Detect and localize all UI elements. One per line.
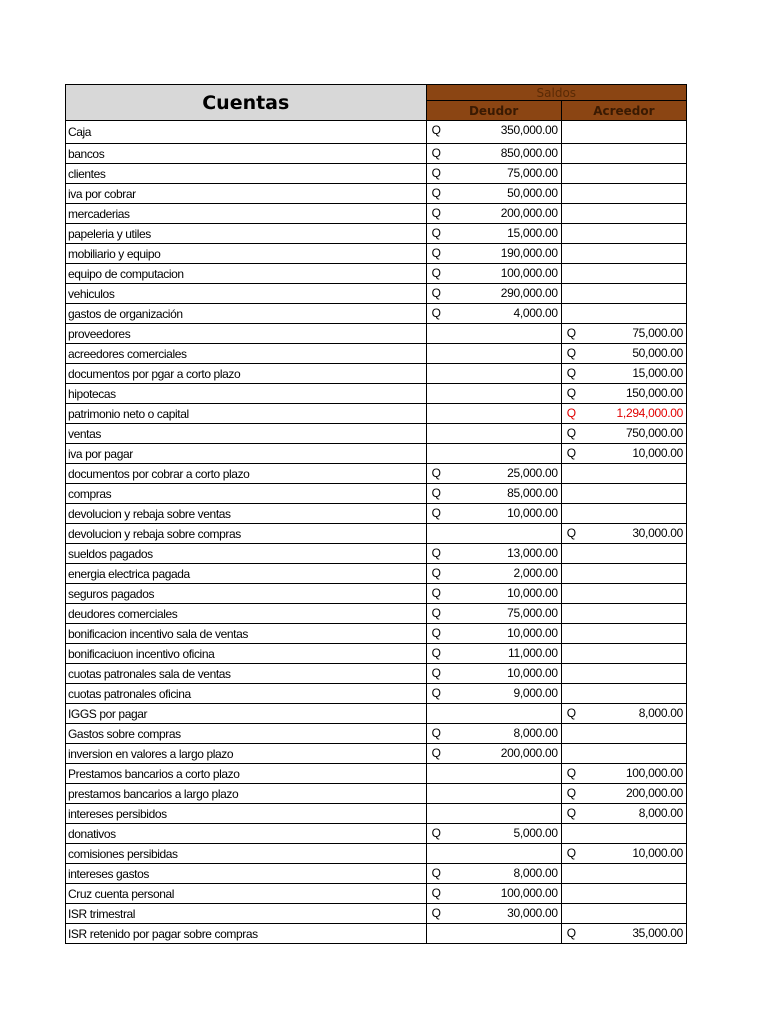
amount-value: 9,000.00 [513, 686, 558, 700]
currency-symbol: Q [566, 766, 576, 780]
amount-value: 190,000.00 [500, 246, 558, 260]
credit-cell[interactable] [561, 504, 686, 524]
debit-cell[interactable] [426, 804, 561, 824]
table-row [66, 444, 687, 464]
table-row [66, 824, 687, 844]
credit-cell[interactable] [561, 884, 686, 904]
account-name-cell[interactable]: Caja [66, 121, 427, 144]
account-name-cell[interactable]: patrimonio neto o capital [66, 404, 427, 424]
currency-symbol: Q [431, 586, 441, 600]
debit-cell[interactable] [426, 504, 561, 524]
amount-value: 850,000.00 [500, 146, 558, 160]
credit-cell[interactable] [561, 284, 686, 304]
credit-cell[interactable] [561, 864, 686, 884]
credit-cell[interactable] [561, 764, 686, 784]
account-name-cell[interactable]: prestamos bancarios a largo plazo [66, 784, 427, 804]
balance-sheet [65, 84, 687, 944]
debit-cell[interactable] [426, 484, 561, 504]
currency-symbol: Q [431, 123, 441, 137]
currency-symbol: Q [566, 326, 576, 340]
debit-cell[interactable] [426, 524, 561, 544]
currency-symbol: Q [431, 606, 441, 620]
debit-cell[interactable] [426, 784, 561, 804]
debit-cell[interactable] [426, 121, 561, 144]
credit-cell[interactable] [561, 384, 686, 404]
table-row [66, 584, 687, 604]
account-name-cell[interactable]: iva por cobrar [66, 184, 427, 204]
amount-value: 2,000.00 [513, 566, 558, 580]
table-row [66, 604, 687, 624]
amount-value: 290,000.00 [500, 286, 558, 300]
debit-cell[interactable] [426, 444, 561, 464]
currency-symbol: Q [566, 786, 576, 800]
amount-value: 30,000.00 [507, 906, 558, 920]
account-name-cell[interactable]: clientes [66, 164, 427, 184]
credit-cell[interactable] [561, 544, 686, 564]
credit-cell[interactable] [561, 744, 686, 764]
amount-value: 10,000.00 [507, 506, 558, 520]
account-name-cell[interactable]: documentos por cobrar a corto plazo [66, 464, 427, 484]
currency-symbol: Q [431, 626, 441, 640]
currency-symbol: Q [431, 266, 441, 280]
credit-cell[interactable] [561, 844, 686, 864]
account-name-cell[interactable]: mercaderias [66, 204, 427, 224]
amount-value: 100,000.00 [500, 266, 558, 280]
currency-symbol: Q [431, 566, 441, 580]
debit-cell[interactable] [426, 184, 561, 204]
header-cuentas[interactable]: Cuentas [66, 85, 427, 121]
account-name-cell[interactable]: energia electrica pagada [66, 564, 427, 584]
table-row [66, 344, 687, 364]
account-name-cell[interactable]: Prestamos bancarios a corto plazo [66, 764, 427, 784]
amount-value: 10,000.00 [632, 846, 683, 860]
table-row [66, 644, 687, 664]
debit-cell[interactable] [426, 264, 561, 284]
account-name-cell[interactable]: vehiculos [66, 284, 427, 304]
table-row [66, 144, 687, 164]
account-name-cell[interactable]: devolucion y rebaja sobre compras [66, 524, 427, 544]
account-name-cell[interactable]: donativos [66, 824, 427, 844]
debit-cell[interactable] [426, 844, 561, 864]
account-name-cell[interactable]: documentos por pgar a corto plazo [66, 364, 427, 384]
table-row [66, 184, 687, 204]
amount-value: 50,000.00 [507, 186, 558, 200]
currency-symbol: Q [431, 906, 441, 920]
amount-value: 4,000.00 [513, 306, 558, 320]
table-row [66, 384, 687, 404]
credit-cell[interactable] [561, 664, 686, 684]
credit-cell[interactable] [561, 824, 686, 844]
debit-cell[interactable] [426, 744, 561, 764]
table-row [66, 224, 687, 244]
amount-value: 350,000.00 [500, 123, 558, 137]
amount-value: 10,000.00 [632, 446, 683, 460]
amount-value: 15,000.00 [507, 226, 558, 240]
currency-symbol: Q [431, 666, 441, 680]
currency-symbol: Q [431, 866, 441, 880]
table-row [66, 264, 687, 284]
currency-symbol: Q [431, 886, 441, 900]
amount-value: 75,000.00 [507, 166, 558, 180]
currency-symbol: Q [431, 506, 441, 520]
currency-symbol: Q [566, 386, 576, 400]
credit-cell[interactable] [561, 224, 686, 244]
table-row [66, 404, 687, 424]
debit-cell[interactable] [426, 384, 561, 404]
amount-value: 8,000.00 [513, 866, 558, 880]
debit-cell[interactable] [426, 284, 561, 304]
table-row [66, 744, 687, 764]
account-name-cell[interactable]: compras [66, 484, 427, 504]
table-row [66, 164, 687, 184]
account-name-cell[interactable]: ventas [66, 424, 427, 444]
currency-symbol: Q [431, 726, 441, 740]
debit-cell[interactable] [426, 244, 561, 264]
header-saldos[interactable]: Saldos [426, 85, 686, 101]
currency-symbol: Q [566, 346, 576, 360]
credit-cell[interactable] [561, 144, 686, 164]
table-row [66, 924, 687, 944]
account-name-cell[interactable]: iva por pagar [66, 444, 427, 464]
credit-cell[interactable] [561, 684, 686, 704]
amount-value: 1,294,000.00 [616, 406, 683, 420]
currency-symbol: Q [431, 486, 441, 500]
debit-cell[interactable] [426, 584, 561, 604]
account-name-cell[interactable]: cuotas patronales oficina [66, 684, 427, 704]
debit-cell[interactable] [426, 564, 561, 584]
debit-cell[interactable] [426, 764, 561, 784]
currency-symbol: Q [431, 306, 441, 320]
currency-symbol: Q [566, 426, 576, 440]
table-row [66, 324, 687, 344]
account-name-cell[interactable]: papeleria y utiles [66, 224, 427, 244]
currency-symbol: Q [431, 746, 441, 760]
amount-value: 8,000.00 [638, 806, 683, 820]
debit-cell[interactable] [426, 164, 561, 184]
debit-cell[interactable] [426, 544, 561, 564]
table-row [66, 784, 687, 804]
currency-symbol: Q [431, 646, 441, 660]
table-row [66, 464, 687, 484]
credit-cell[interactable] [561, 924, 686, 944]
currency-symbol: Q [431, 166, 441, 180]
debit-cell[interactable] [426, 864, 561, 884]
table-row [66, 904, 687, 924]
debit-cell[interactable] [426, 624, 561, 644]
amount-value: 150,000.00 [625, 386, 683, 400]
table-row [66, 244, 687, 264]
header-deudor[interactable]: Deudor [426, 101, 561, 121]
credit-cell[interactable] [561, 644, 686, 664]
debit-cell[interactable] [426, 884, 561, 904]
accounts-table [65, 84, 687, 944]
account-name-cell[interactable]: bonificaciuon incentivo oficina [66, 644, 427, 664]
currency-symbol: Q [566, 706, 576, 720]
account-name-cell[interactable]: bonificacion incentivo sala de ventas [66, 624, 427, 644]
amount-value: 75,000.00 [632, 326, 683, 340]
currency-symbol: Q [431, 686, 441, 700]
account-name-cell[interactable]: Cruz cuenta personal [66, 884, 427, 904]
currency-symbol: Q [566, 846, 576, 860]
currency-symbol: Q [566, 406, 576, 420]
credit-cell[interactable] [561, 564, 686, 584]
credit-cell[interactable] [561, 344, 686, 364]
currency-symbol: Q [566, 446, 576, 460]
account-name-cell[interactable]: sueldos pagados [66, 544, 427, 564]
table-row [66, 564, 687, 584]
debit-cell[interactable] [426, 724, 561, 744]
currency-symbol: Q [431, 286, 441, 300]
table-row [66, 764, 687, 784]
account-name-cell[interactable]: intereses persibidos [66, 804, 427, 824]
credit-cell[interactable] [561, 624, 686, 644]
amount-value: 15,000.00 [632, 366, 683, 380]
debit-cell[interactable] [426, 924, 561, 944]
credit-cell[interactable] [561, 364, 686, 384]
credit-cell[interactable] [561, 121, 686, 144]
table-body [66, 121, 687, 944]
table-row [66, 504, 687, 524]
amount-value: 10,000.00 [507, 586, 558, 600]
account-name-cell[interactable]: ISR trimestral [66, 904, 427, 924]
currency-symbol: Q [566, 926, 576, 940]
debit-cell[interactable] [426, 664, 561, 684]
table-row [66, 804, 687, 824]
account-name-cell[interactable]: devolucion y rebaja sobre ventas [66, 504, 427, 524]
credit-cell[interactable] [561, 244, 686, 264]
table-row [66, 204, 687, 224]
account-name-cell[interactable]: deudores comerciales [66, 604, 427, 624]
account-name-cell[interactable]: intereses gastos [66, 864, 427, 884]
currency-symbol: Q [431, 466, 441, 480]
table-row [66, 121, 687, 144]
credit-cell[interactable] [561, 164, 686, 184]
amount-value: 200,000.00 [500, 206, 558, 220]
amount-value: 50,000.00 [632, 346, 683, 360]
credit-cell[interactable] [561, 724, 686, 744]
table-row [66, 664, 687, 684]
currency-symbol: Q [566, 526, 576, 540]
table-row [66, 304, 687, 324]
table-row [66, 484, 687, 504]
table-row [66, 624, 687, 644]
account-name-cell[interactable]: Gastos sobre compras [66, 724, 427, 744]
account-name-cell[interactable]: proveedores [66, 324, 427, 344]
currency-symbol: Q [431, 246, 441, 260]
account-name-cell[interactable]: equipo de computacion [66, 264, 427, 284]
account-name-cell[interactable]: ISR retenido por pagar sobre compras [66, 924, 427, 944]
account-name-cell[interactable]: comisiones persibidas [66, 844, 427, 864]
amount-value: 25,000.00 [507, 466, 558, 480]
amount-value: 30,000.00 [632, 526, 683, 540]
amount-value: 35,000.00 [632, 926, 683, 940]
account-name-cell[interactable]: cuotas patronales sala de ventas [66, 664, 427, 684]
credit-cell[interactable] [561, 204, 686, 224]
amount-value: 13,000.00 [507, 546, 558, 560]
currency-symbol: Q [431, 826, 441, 840]
credit-cell[interactable] [561, 804, 686, 824]
table-row [66, 724, 687, 744]
credit-cell[interactable] [561, 524, 686, 544]
table-row [66, 524, 687, 544]
credit-cell[interactable] [561, 904, 686, 924]
debit-cell[interactable] [426, 424, 561, 444]
debit-cell[interactable] [426, 324, 561, 344]
debit-cell[interactable] [426, 344, 561, 364]
table-row [66, 704, 687, 724]
amount-value: 8,000.00 [513, 726, 558, 740]
account-name-cell[interactable]: gastos de organización [66, 304, 427, 324]
debit-cell[interactable] [426, 604, 561, 624]
debit-cell[interactable] [426, 684, 561, 704]
amount-value: 11,000.00 [507, 646, 558, 660]
debit-cell[interactable] [426, 404, 561, 424]
debit-cell[interactable] [426, 904, 561, 924]
credit-cell[interactable] [561, 304, 686, 324]
amount-value: 200,000.00 [500, 746, 558, 760]
table-row [66, 844, 687, 864]
amount-value: 5,000.00 [513, 826, 558, 840]
currency-symbol: Q [431, 186, 441, 200]
amount-value: 75,000.00 [507, 606, 558, 620]
currency-symbol: Q [566, 806, 576, 820]
credit-cell[interactable] [561, 444, 686, 464]
amount-value: 8,000.00 [638, 706, 683, 720]
debit-cell[interactable] [426, 204, 561, 224]
credit-cell[interactable] [561, 184, 686, 204]
amount-value: 200,000.00 [625, 786, 683, 800]
currency-symbol: Q [431, 206, 441, 220]
table-row [66, 424, 687, 444]
table-row [66, 364, 687, 384]
account-name-cell[interactable]: mobiliario y equipo [66, 244, 427, 264]
credit-cell[interactable] [561, 404, 686, 424]
table-row [66, 884, 687, 904]
amount-value: 100,000.00 [500, 886, 558, 900]
credit-cell[interactable] [561, 264, 686, 284]
currency-symbol: Q [566, 366, 576, 380]
table-row [66, 544, 687, 564]
debit-cell[interactable] [426, 644, 561, 664]
amount-value: 10,000.00 [507, 666, 558, 680]
amount-value: 750,000.00 [625, 426, 683, 440]
credit-cell[interactable] [561, 784, 686, 804]
account-name-cell[interactable]: hipotecas [66, 384, 427, 404]
credit-cell[interactable] [561, 704, 686, 724]
currency-symbol: Q [431, 226, 441, 240]
table-row [66, 864, 687, 884]
debit-cell[interactable] [426, 824, 561, 844]
account-name-cell[interactable]: bancos [66, 144, 427, 164]
debit-cell[interactable] [426, 364, 561, 384]
credit-cell[interactable] [561, 424, 686, 444]
debit-cell[interactable] [426, 704, 561, 724]
account-name-cell[interactable]: seguros pagados [66, 584, 427, 604]
amount-value: 100,000.00 [625, 766, 683, 780]
account-name-cell[interactable]: IGGS por pagar [66, 704, 427, 724]
currency-symbol: Q [431, 546, 441, 560]
credit-cell[interactable] [561, 604, 686, 624]
debit-cell[interactable] [426, 304, 561, 324]
amount-value: 10,000.00 [507, 626, 558, 640]
account-name-cell[interactable]: acreedores comerciales [66, 344, 427, 364]
table-row [66, 284, 687, 304]
debit-cell[interactable] [426, 464, 561, 484]
credit-cell[interactable] [561, 324, 686, 344]
amount-value: 85,000.00 [507, 486, 558, 500]
credit-cell[interactable] [561, 584, 686, 604]
table-row [66, 684, 687, 704]
credit-cell[interactable] [561, 464, 686, 484]
debit-cell[interactable] [426, 144, 561, 164]
currency-symbol: Q [431, 146, 441, 160]
header-acreedor[interactable]: Acreedor [561, 101, 686, 121]
credit-cell[interactable] [561, 484, 686, 504]
debit-cell[interactable] [426, 224, 561, 244]
account-name-cell[interactable]: inversion en valores a largo plazo [66, 744, 427, 764]
